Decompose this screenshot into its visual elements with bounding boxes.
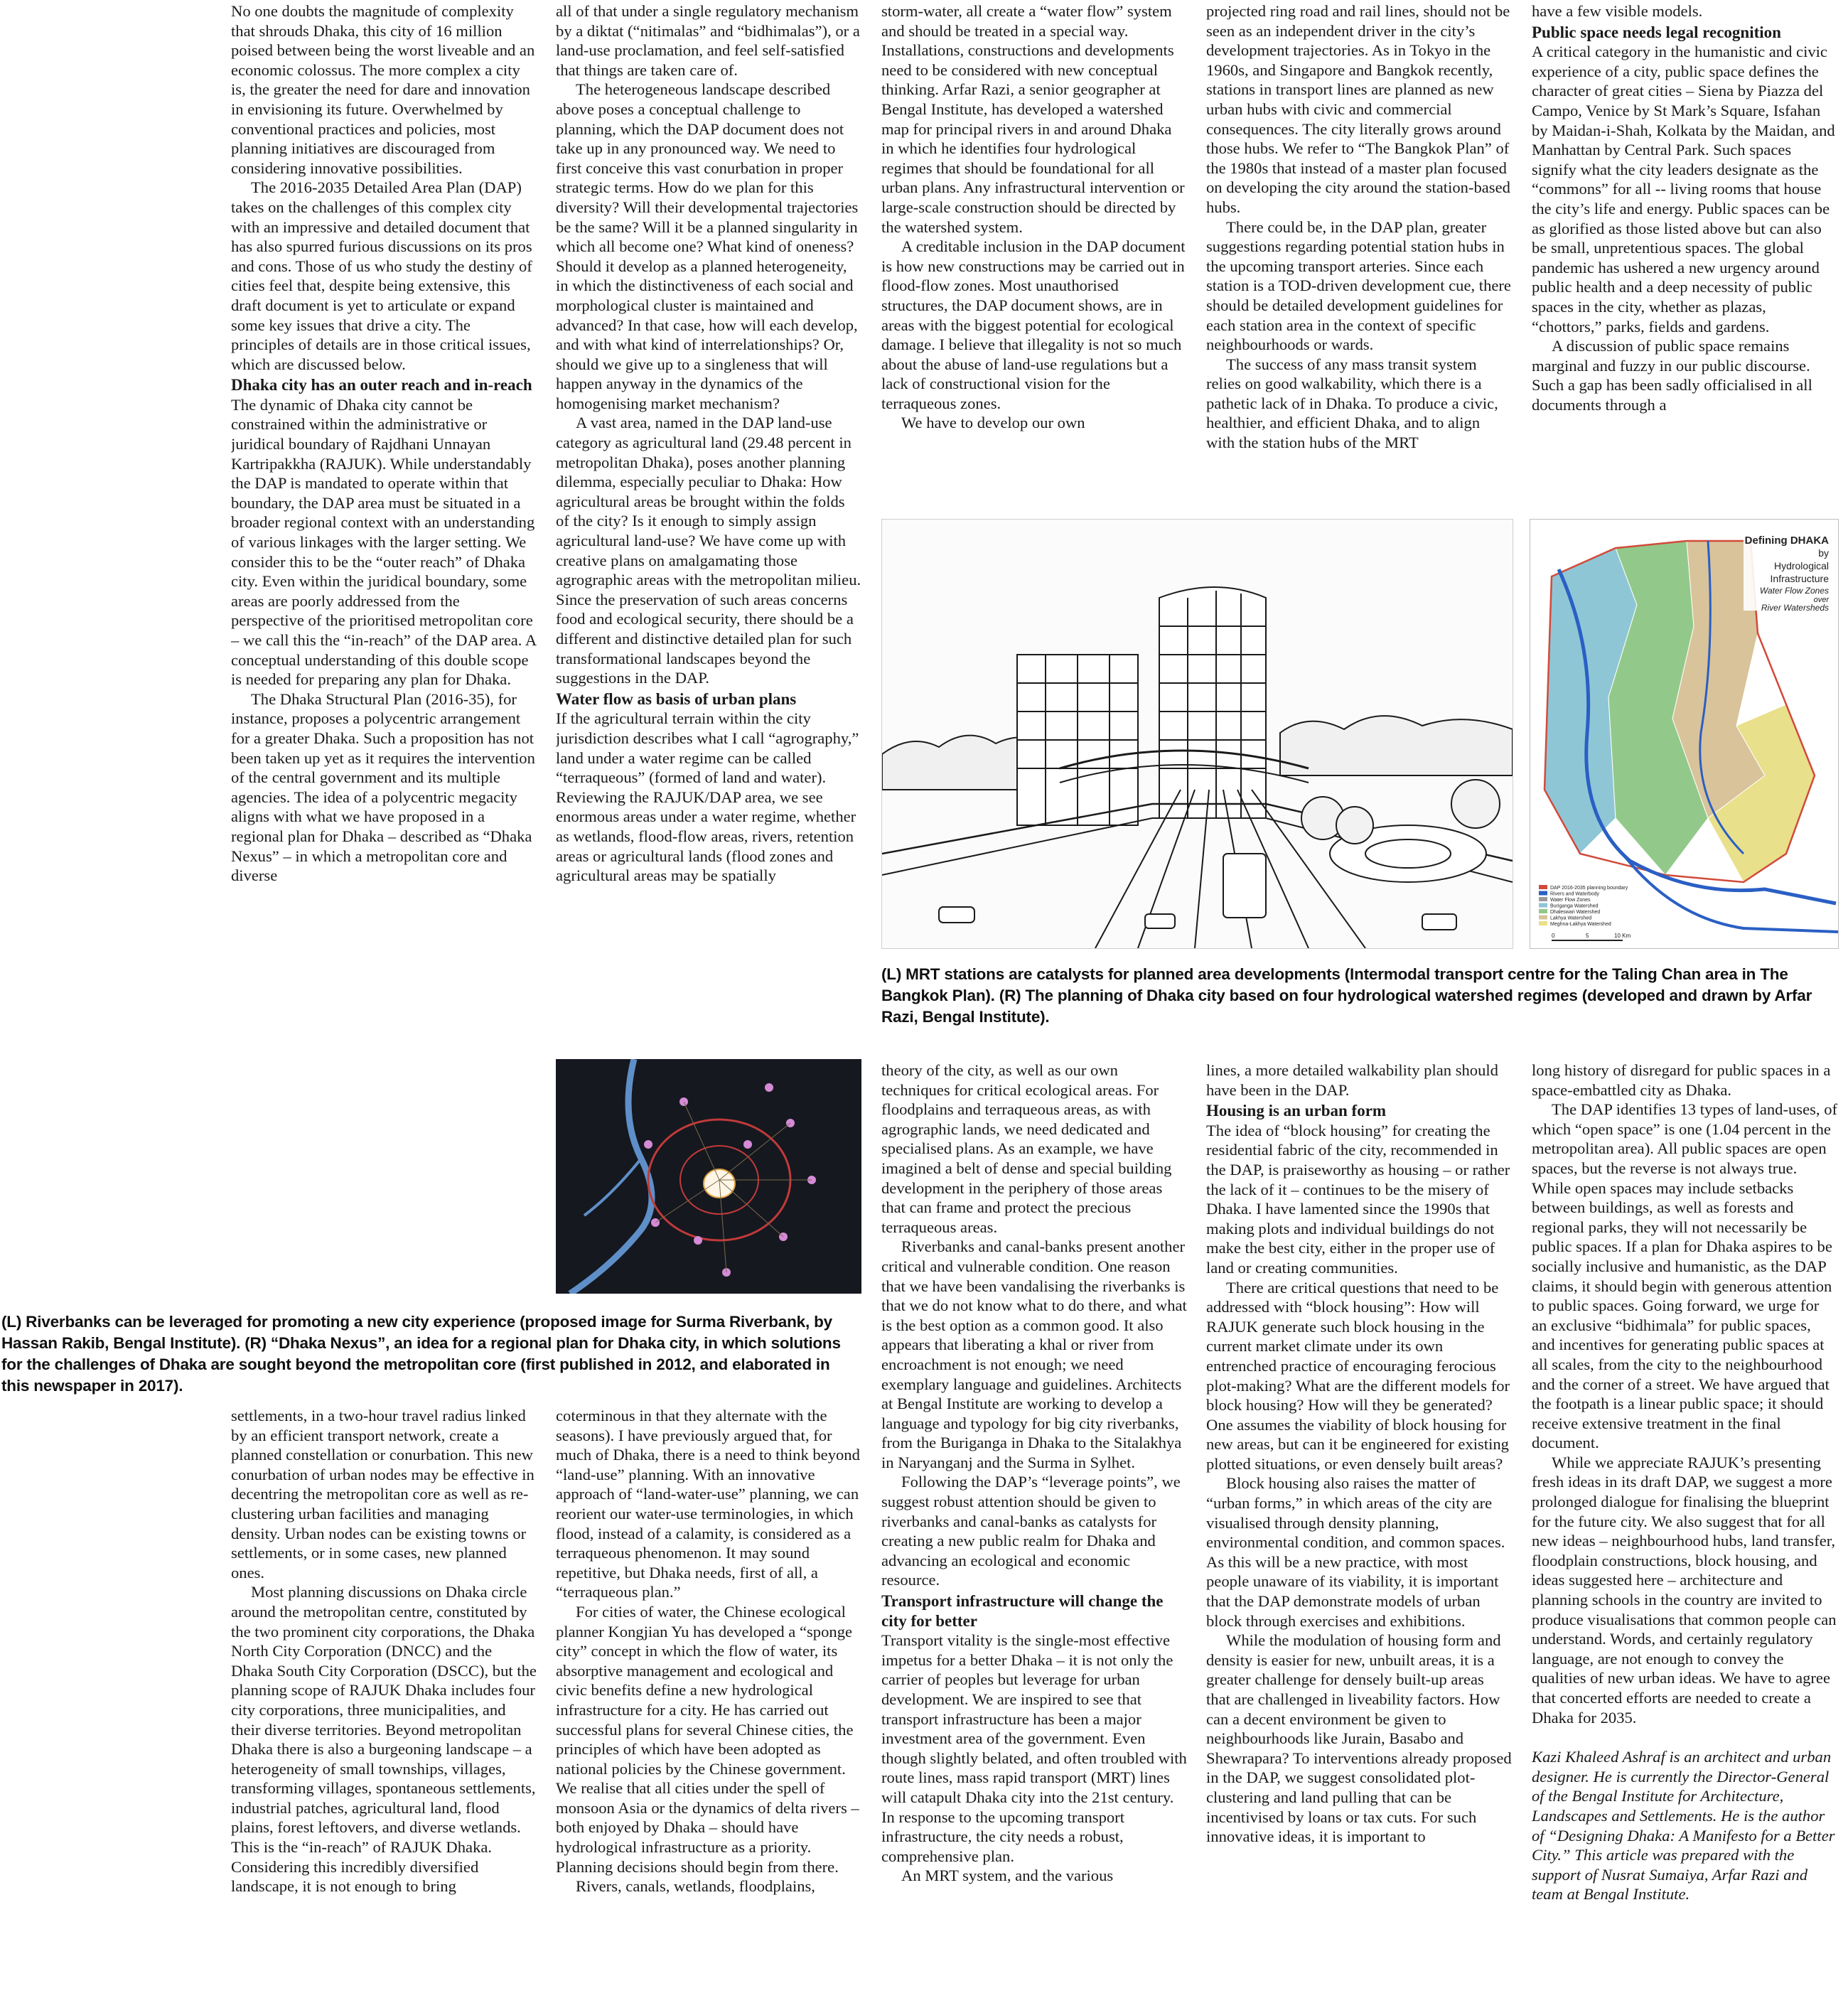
- paragraph: While the modulation of housing form and density is easier for new, unbuilt areas, it is a greater challenge for densely built-up areas that are challenged in liveability factors. How can a decent environment be given to neighbourhoods like Jurain, Basabo and Shewrapara? To interventions already proposed in the DAP, we suggest consolidated plot-clustering and land pulling that can be incentivised by loans or tax cuts. For such innovative ideas, it is important to: [1206, 1631, 1512, 1846]
- legend-swatch: [1539, 897, 1547, 901]
- nexus-node: [694, 1236, 702, 1245]
- paragraph: lines, a more detailed walkability plan should have been in the DAP.: [1206, 1061, 1498, 1099]
- paragraph: all of that under a single regulatory mechanism by a diktat (“nitimalas” and “bidhimalas”), or a land-use proclamation, and feel self-satisfied that things are taken care of.: [556, 2, 860, 79]
- nexus-node: [765, 1083, 773, 1092]
- paragraph: The dynamic of Dhaka city cannot be constrained within the administrative or juridical boundary of Rajdhani Unnayan Kartripakkha (RAJUK). While understandably the DAP is mandated to operate within that boundary, the DAP area must be situated in a broader regional context with an understanding of various linkages with the larger setting. We consider this to be the “outer reach” of Dhaka city. Even within the juridical boundary, some areas are poorly addressed from the perspective of the prioritised metropolitan core – we call this the “in-reach” of the DAP area. A conceptual understanding of this double scope is needed for preparing any plan for Dhaka.: [231, 395, 536, 689]
- paragraph: There could be, in the DAP plan, greater suggestions regarding potential station hubs in the upcoming transport arteries. Since each station is a TOD-driven development cue, there should be detailed development guidelines for each station area in the context of specific neighbourhoods or wards.: [1206, 218, 1511, 354]
- paragraph: have a few visible models.: [1532, 2, 1703, 20]
- column-1-top: [231, 1, 537, 1036]
- paragraph: If the agricultural terrain within the city jurisdiction describes what I call “agrography,” land under a water regime can be called “terraqueous” (formed of land and water). Reviewing the RAJUK/DAP area, we see enormous areas under a water regime, whether as wetlands, flood-flow areas, rivers, retention areas or agricultural lands (flood zones and agricultural areas may be spatially: [556, 709, 859, 885]
- column-1-bottom: [231, 1406, 537, 2007]
- paragraph: Following the DAP’s “leverage points”, we suggest robust attention should be given to riverbanks and canal-banks as catalysts for creating a new public realm for Dhaka and advancing an ecological and economic resource.: [881, 1473, 1181, 1589]
- watershed-map-svg: [1530, 520, 1838, 948]
- legend-label: Water Flow Zones: [1550, 898, 1591, 903]
- author-byline: Kazi Khaleed Ashraf is an architect and urban designer. He is currently the Director-General of the Bengal Institute for Architecture, Landscapes and Settlements. He is the author of “Designing Dhaka: A Manifesto for a Better City.” This article was prepared with the support of Nusrat Sumaiya, Arfar Razi and team at Bengal Institute.: [1532, 1748, 1835, 1904]
- paragraph: A critical category in the humanistic and civic experience of a city, public space defines the character of great cities – Siena by Piazza del Campo, Venice by St Mark’s Square, Isfahan by Maidan-i-Shah, Kolkata by the Maidan, and Manhattan by Central Park. Such spaces signify what the city leaders designate as the “commons” for all -- living rooms that house the city’s life and energy. Public spaces can be as glorified as those listed above but can also be small, unpretentious spaces. The global pandemic has ushered a new urgency around public health and a deep necessity of public spaces in the city, whether as plazas, “chottors,” parks, fields and gardens.: [1532, 43, 1835, 335]
- paragraph: Transport vitality is the single-most effective impetus for a better Dhaka – it is not only the carrier of peoples but leverage for urban development. We are inspired to see that transport infrastructure has been a major investment area of the government. Even though slightly belated, and often troubled with route lines, mass rapid transport (MRT) lines will catapult Dhaka city into the 21st century. In response to the upcoming transport infrastructure, the city needs a robust, comprehensive plan.: [881, 1631, 1187, 1865]
- paragraph: coterminous in that they alternate with the seasons). I have previously argued that, for much of Dhaka, there is a need to think beyond “land-use” planning. With an innovative approach of “land-water-use” planning, we can reorient our water-use terminologies, in which flood, instead of a calamity, is considered as a terraqueous phenomenon. It may sound repetitive, but Dhaka needs, first of all, a “terraqueous plan.”: [556, 1407, 860, 1601]
- legend-label: Buriganga Watershed: [1550, 903, 1599, 909]
- watershed-map: [1530, 519, 1839, 949]
- column-4-bottom: [1206, 1061, 1512, 2007]
- mrt-drawing-svg: [882, 520, 1513, 948]
- paragraph: A vast area, named in the DAP land-use category as agricultural land (29.48 percent in metropolitan Dhaka), poses another planning dilemma, especially peculiar to Dhaka: How agricultural areas be brought within the folds of the city? Is it enough to simply assign agricultural land-use? We have come up with creative plans on amalgamating those agrographic areas with the metropolitan milieu. Since the preservation of such areas concerns food and ecological security, there should be a different and distinctive detailed plan for such transformational landscapes beyond the suggestions in the DAP.: [556, 414, 861, 687]
- caption-mrt-watershed: (L) MRT stations are catalysts for planned area developments (Intermodal transport centre for the Taling Chan area in The Bangkok Plan). (R) The planning of Dhaka city based on four hydrological watershed regimes (developed and drawn by Arfar Razi, Bengal Institute).: [881, 965, 1812, 1026]
- section-heading: Dhaka city has an outer reach and in-reach: [231, 376, 532, 394]
- paragraph: A creditable inclusion in the DAP document is how new constructions may be carried out in flood-flow zones. Most unauthorised structures, the DAP document shows, are in areas with the biggest potential for ecological damage. I believe that illegality is not so much about the abuse of land-use regulations but a lack of constructional vision for the terraqueous zones.: [881, 237, 1186, 412]
- column-5-top: [1532, 1, 1837, 493]
- paragraph: The DAP identifies 13 types of land-uses, of which “open space” is one (1.04 percent in the metropolitan area). All public spaces are open spaces, but the reverse is not always true. While open spaces may include setbacks between buildings, as well as forests and regional parks, they will not necessarily be public spaces. If a plan for Dhaka aspires to be socially inclusive and humanistic, as the DAP claims, it should begin with generous attention to public spaces. Going forward, we urge for an exclusive “bidhimala” for public spaces, and incentives for generating public spaces at all scales, from the city to the neighbourhood and the corner of a street. We have argued that the footpath is a linear public space; it should receive extensive treatment in the final document.: [1532, 1100, 1837, 1452]
- paragraph: The heterogeneous landscape described above poses a conceptual challenge to planning, which the DAP document does not take up in any pronounced way. We need to first conceive this vast conurbation in proper strategic terms. How do we plan for this diversity? Will their developmental trajectories be the same? Will it be a planned singularity in which all become one? What kind of oneness? Should it develop as a planned heterogeneity, in which the distinctiveness of each social and morphological cluster is maintained and advanced? In that case, how will each develop, and with what kind of interrelationships? Or, should we give up to a singleness that will happen anyway in the dynamics of the homogenising market mechanism?: [556, 80, 859, 412]
- nexus-node: [743, 1140, 752, 1149]
- nexus-node: [644, 1140, 652, 1149]
- paragraph: theory of the city, as well as our own techniques for critical ecological areas. For floodplains and terraqueous areas, as with agrographic lands, we need dedicated and specialised plans. As an example, we have imagined a belt of dense and special building development in the periphery of those areas that can frame and protect the precious terraqueous areas.: [881, 1061, 1172, 1236]
- column-4-top: [1206, 1, 1512, 493]
- caption-riverbank-nexus: (L) Riverbanks can be leveraged for promoting a new city experience (proposed image for Surma Riverbank, by Hassan Rakib, Bengal Institute). (R) “Dhaka Nexus”, an idea for a regional plan for Dhaka city, in which solutions for the challenges of Dhaka are sought beyond the metropolitan core (first published in 2012, and elaborated in this newspaper in 2017).: [1, 1313, 841, 1395]
- paragraph: Rivers, canals, wetlands, floodplains,: [576, 1877, 815, 1896]
- legend-label: Rivers and Waterbody: [1550, 891, 1599, 897]
- paragraph: settlements, in a two-hour travel radius linked by an efficient transport network, create a planned constellation or conurbation. This new conurbation of urban nodes may be effective in decentring the metropolitan core as well as re-clustering urban facilities and managing density. Urban nodes can be existing towns or settlements, or in some cases, new planned ones.: [231, 1407, 534, 1582]
- column-3-top: [881, 1, 1187, 493]
- paragraph: The 2016-2035 Detailed Area Plan (DAP) takes on the challenges of this complex city with an impressive and detailed document that has also spurred furious discussions on its pros and cons. Those of us who study the destiny of cities feel that, despite being extensive, this draft document is yet to articulate or expand some key issues that drive a city. The principles of details are in those critical issues, which are discussed below.: [231, 178, 532, 373]
- scale-0: 0: [1552, 933, 1555, 939]
- map-subtitle-water-flow: Water Flow Zones: [1759, 586, 1829, 596]
- legend-label: Meghna-Lakhya Watershed: [1550, 922, 1611, 927]
- paragraph: An MRT system, and the various: [901, 1867, 1114, 1885]
- section-heading: Water flow as basis of urban plans: [556, 689, 797, 708]
- paragraph: long history of disregard for public spaces in a space-embattled city as Dhaka.: [1532, 1061, 1831, 1099]
- paragraph: The success of any mass transit system relies on good walkability, which there is a pathetic lack of in Dhaka. To produce a civic, healthier, and efficient Dhaka, and to align with the station hubs of the MRT: [1206, 355, 1498, 452]
- paragraph: The Dhaka Structural Plan (2016-35), for instance, proposes a polycentric arrangement for a greater Dhaka. Such a proposition has not been taken up yet as it requires the intervention of the central government and its multiple agencies. The idea of a polycentric megacity aligns with what we have proposed in a regional plan for Dhaka – described as “Dhaka Nexus” – in which a metropolitan core and diverse: [231, 689, 535, 885]
- map-subtitle-over: over: [1813, 596, 1829, 604]
- legend-swatch: [1539, 921, 1547, 925]
- paragraph: No one doubts the magnitude of complexity that shrouds Dhaka, this city of 16 million poised between being the worst liveable and an economic colossus. The more complex a city is, the greater the need for dare and innovation in envisioning its future. Overwhelmed by conventional practices and policies, most planning initiatives are discouraged from considering innovative possibilities.: [231, 2, 535, 177]
- paragraph: Block housing also raises the matter of “urban forms,” in which areas of the city are visualised through density planning, environmental condition, and common spaces. As this will be a new practice, with most people unaware of its viability, it is important that the DAP demonstrate models of urban block through exercises and exhibitions.: [1206, 1474, 1505, 1630]
- map-subtitle-watersheds: River Watersheds: [1761, 603, 1829, 613]
- section-heading: Housing is an urban form: [1206, 1102, 1387, 1120]
- paragraph: While we appreciate RAJUK’s presenting fresh ideas in its draft DAP, we suggest a more prolonged dialogue for finalising the blueprint for the future city. We also suggest that for all new ideas – neighbourhood hubs, land transfer, floodplain constructions, block housing, and ideas suggested here – architecture and planning schools in the country are invited to produce visualisations that common people can understand. Words, and certainly regulatory language, are not enough to convey the qualities of new urban ideas. We have to agree that concerted efforts are needed to create a Dhaka for 2035.: [1532, 1453, 1837, 1727]
- paragraph: We have to develop our own: [901, 414, 1085, 432]
- paragraph: For cities of water, the Chinese ecological planner Kongjian Yu has developed a “sponge city” concept in which the flow of water, its absorptive management and ecological and civic benefits define a new hydrological infrastructure for a city. He has carried out successful plans for several Chinese cities, the principles of which have been adopted as national policies by the Chinese government. We realise that all cities under the spell of monsoon Asia or the dynamics of delta rivers – both enjoyed by Dhaka – should have hydrological infrastructure as a priority. Planning decisions should begin from there.: [556, 1602, 859, 1876]
- map-legend: [1539, 885, 1628, 927]
- paragraph: projected ring road and rail lines, should not be seen as an independent driver in the city’s development trajectories. As in Tokyo in the 1960s, and Singapore and Bangkok recently, stations in transport lines are planned as new urban hubs with civic and commercial consequences. The city literally grows around those hubs. We refer to “The Bangkok Plan” of the 1980s that instead of a master plan focused on developing the city around the station-based hubs.: [1206, 2, 1510, 216]
- mrt-station-drawing: [881, 519, 1513, 949]
- dhaka-nexus-map: [556, 1059, 861, 1294]
- legend-label: Lakhya Watershed: [1550, 916, 1592, 921]
- map-subtitle-infrastructure: Infrastructure: [1770, 573, 1829, 584]
- paragraph: A discussion of public space remains marginal and fuzzy in our public discourse. Such a gap has been sadly officialised in all documents through a: [1532, 337, 1812, 414]
- paragraph: Most planning discussions on Dhaka circle around the metropolitan centre, constituted by the two prominent city corporations, the Dhaka North City Corporation (DNCC) and the Dhaka South City Corporation (DSCC), but the planning scope of RAJUK Dhaka includes four city corporations, three municipalities, and their diverse territories. Beyond metropolitan Dhaka there is also a burgeoning landscape – a heterogeneity of small townships, villages, transforming villages, spontaneous settlements, industrial patches, agricultural land, flood plains, forest leftovers, and diverse wetlands. This is the “in-reach” of RAJUK Dhaka. Considering this incredibly diversified landscape, it is not enough to bring: [231, 1583, 537, 1896]
- legend-swatch: [1539, 916, 1547, 920]
- paragraph: Riverbanks and canal-banks present another critical and vulnerable condition. One reason that we have been vandalising the riverbanks is that we do not know what to do there, and what is the best option as a common good. It also appears that liberating a khal or river from encroachment is not enough; we need exemplary language and guidelines. Architects at Bengal Institute are working to develop a language and typology for big city riverbanks, from the Buriganga in Dhaka to the Sitalakhya in Naryanganj and the Surma in Sylhet.: [881, 1237, 1187, 1471]
- scale-10: 10 Km: [1614, 933, 1631, 939]
- legend-label: DAP 2016-2035 planning boundary: [1550, 886, 1628, 891]
- scale-5: 5: [1586, 933, 1589, 939]
- legend-swatch: [1539, 891, 1547, 896]
- column-2-bottom: [556, 1406, 861, 2007]
- column-2-top: [556, 1, 861, 1036]
- paragraph: There are critical questions that need to be addressed with “block housing”: How will RAJUK generate such block housing in the current market climate under its own entrenched practice of encouraging ferocious plot-making? What are the different models for block housing? How will they be generated? One assumes the viability of block housing for new areas, but can it be engineered for existing plotted situations, or even densely built areas?: [1206, 1278, 1510, 1473]
- section-heading: Public space needs legal recognition: [1532, 23, 1781, 41]
- column-3-bottom: [881, 1061, 1187, 2007]
- map-subtitle-hydrological: Hydrological: [1773, 560, 1829, 571]
- river-south: [1623, 854, 1838, 932]
- legend-swatch: [1539, 909, 1547, 913]
- section-heading: Transport infrastructure will change the city for better: [881, 1592, 1164, 1630]
- nexus-map-svg: [556, 1059, 861, 1294]
- legend-label: Dhaleswari Watershed: [1550, 910, 1601, 915]
- paragraph: The idea of “block housing” for creating the residential fabric of the city, recommended in the DAP, is praiseworthy as housing – or rather the lack of it – continues to be the misery of Dhaka. I have lamented since the 1990s that making plots and individual buildings do not make the best city, either in the proper use of land or creating communities.: [1206, 1121, 1510, 1277]
- legend-swatch: [1539, 903, 1547, 908]
- map-title: Defining DHAKA: [1744, 535, 1829, 547]
- map-subtitle-by: by: [1818, 547, 1829, 559]
- legend-swatch: [1539, 885, 1547, 889]
- column-5-bottom: [1532, 1061, 1837, 2007]
- paragraph: storm-water, all create a “water flow” system and should be treated in a special way. Installations, constructions and developments need to be considered with new conceptual thinking. Arfar Razi, a senior geographer at Bengal Institute, has developed a watershed map for principal rivers in and around Dhaka in which he identifies four hydrological regimes that should be foundational for all urban plans. Any infrastructural intervention or large-scale construction should be directed by the watershed system.: [881, 2, 1185, 236]
